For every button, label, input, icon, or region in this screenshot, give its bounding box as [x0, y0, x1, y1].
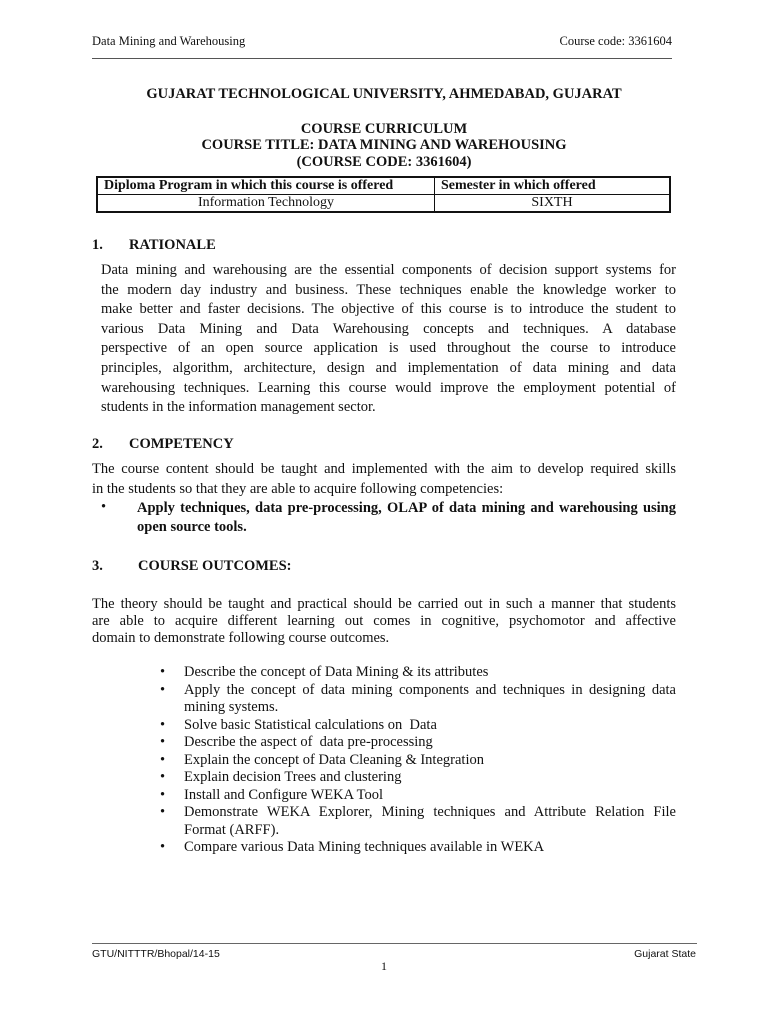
section-number: 3.	[92, 558, 103, 574]
list-item	[160, 682, 676, 717]
paragraph-line: warehousing techniques. Learning this course would improve the employment potential of	[101, 379, 676, 396]
section-heading-outcomes	[92, 558, 291, 575]
outcomes-list	[160, 664, 676, 857]
header-course-name: Data Mining and Warehousing	[92, 34, 246, 48]
list-item-text: Explain the concept of Data Cleaning & Integration	[184, 751, 484, 768]
list-item	[160, 839, 676, 857]
section-heading-competency	[92, 436, 234, 453]
list-item	[160, 787, 676, 805]
header-divider	[92, 58, 672, 59]
competency-paragraph	[92, 460, 676, 499]
table-header-cell: Semester in which offered	[435, 177, 671, 195]
paragraph-line: Data mining and warehousing are the essential components of decision support systems for	[101, 262, 676, 278]
program-table	[96, 176, 671, 213]
paragraph-line: The theory should be taught and practical should be carried out in such a manner that students	[92, 596, 676, 612]
paragraph-line: the modern day industry and business. These techniques enable the knowledge worker to	[101, 281, 676, 298]
section-number: 1.	[92, 237, 103, 253]
list-item	[160, 752, 676, 770]
list-item-text: Describe the concept of Data Mining & its attributes	[184, 664, 489, 680]
university-title: GUJARAT TECHNOLOGICAL UNIVERSITY, AHMEDABAD, GUJARAT	[146, 86, 622, 102]
section-title: COMPETENCY	[129, 436, 234, 452]
bullet-glyph: •	[160, 734, 166, 750]
list-item	[160, 769, 676, 787]
page-number: 1	[381, 959, 387, 973]
rationale-paragraph	[101, 261, 676, 418]
paragraph-line: perspective of an open source application is used throughout the course to introduce	[101, 340, 676, 357]
table-cell-program: Information Technology	[97, 195, 435, 213]
list-item-text: Describe the aspect of data pre-processing	[184, 734, 433, 750]
list-item-text: Compare various Data Mining techniques available in WEKA	[184, 839, 545, 855]
curriculum-title: COURSE CURRICULUM	[300, 121, 468, 137]
outcomes-paragraph	[92, 596, 676, 646]
table-header-cell: Diploma Program in which this course is offered	[97, 177, 435, 195]
bullet-glyph: •	[101, 499, 107, 515]
table-row	[97, 195, 670, 213]
bullet-glyph: •	[160, 716, 166, 733]
bullet-glyph: •	[160, 681, 166, 698]
list-item-text: Solve basic Statistical calculations on Data	[184, 716, 437, 733]
paragraph-line: principles, algorithm, architecture, design and implementation of data mining and data	[101, 359, 676, 376]
paragraph-line: are able to acquire different learning out comes in cognitive, psychomotor and affective	[92, 612, 676, 629]
list-item	[160, 734, 676, 752]
course-title: COURSE TITLE: DATA MINING AND WAREHOUSING	[201, 137, 567, 153]
section-title: RATIONALE	[129, 237, 216, 253]
footer-divider	[92, 943, 697, 944]
list-item	[160, 804, 676, 839]
bullet-glyph: •	[160, 839, 166, 855]
list-item	[160, 717, 676, 735]
list-item-text: Apply the concept of data mining components and techniques in designing data mining systems.	[184, 681, 676, 715]
footer-right: Gujarat State	[634, 948, 696, 960]
paragraph-line: make better and faster decisions. The objective of this course is to introduce the student to	[101, 301, 676, 318]
list-item-text: Explain decision Trees and clustering	[184, 769, 402, 785]
list-item	[160, 664, 676, 682]
table-cell-semester: SIXTH	[435, 195, 671, 213]
table-header-row	[97, 177, 670, 195]
list-item-text: Demonstrate WEKA Explorer, Mining techniques and Attribute Relation File Format (ARFF).	[184, 804, 676, 838]
section-title: COURSE OUTCOMES:	[138, 558, 292, 574]
header-course-code: Course code: 3361604	[559, 34, 672, 48]
section-number: 2.	[92, 436, 103, 452]
competency-bullet: Apply techniques, data pre-processing, OLAP of data mining and warehousing using open source tools.	[137, 500, 676, 535]
bullet-glyph: •	[160, 786, 166, 803]
footer-left: GTU/NITTTR/Bhopal/14-15	[92, 948, 220, 960]
bullet-glyph: •	[160, 804, 166, 820]
paragraph-line: in the students so that they are able to acquire following competencies:	[92, 480, 504, 497]
section-heading-rationale	[92, 237, 216, 254]
bullet-glyph: •	[160, 769, 166, 785]
page-header	[92, 34, 672, 49]
list-item-text: Install and Configure WEKA Tool	[184, 786, 384, 803]
paragraph-line: various Data Mining and Data Warehousing concepts and techniques. A database	[101, 320, 676, 337]
bullet-glyph: •	[160, 664, 166, 680]
bullet-glyph: •	[160, 751, 166, 768]
paragraph-line: students in the information management sector.	[101, 399, 376, 416]
course-code-title: (COURSE CODE: 3361604)	[296, 154, 472, 170]
paragraph-line: The course content should be taught and implemented with the aim to develop required skills	[92, 461, 676, 477]
paragraph-line: domain to demonstrate following course outcomes.	[92, 629, 390, 646]
